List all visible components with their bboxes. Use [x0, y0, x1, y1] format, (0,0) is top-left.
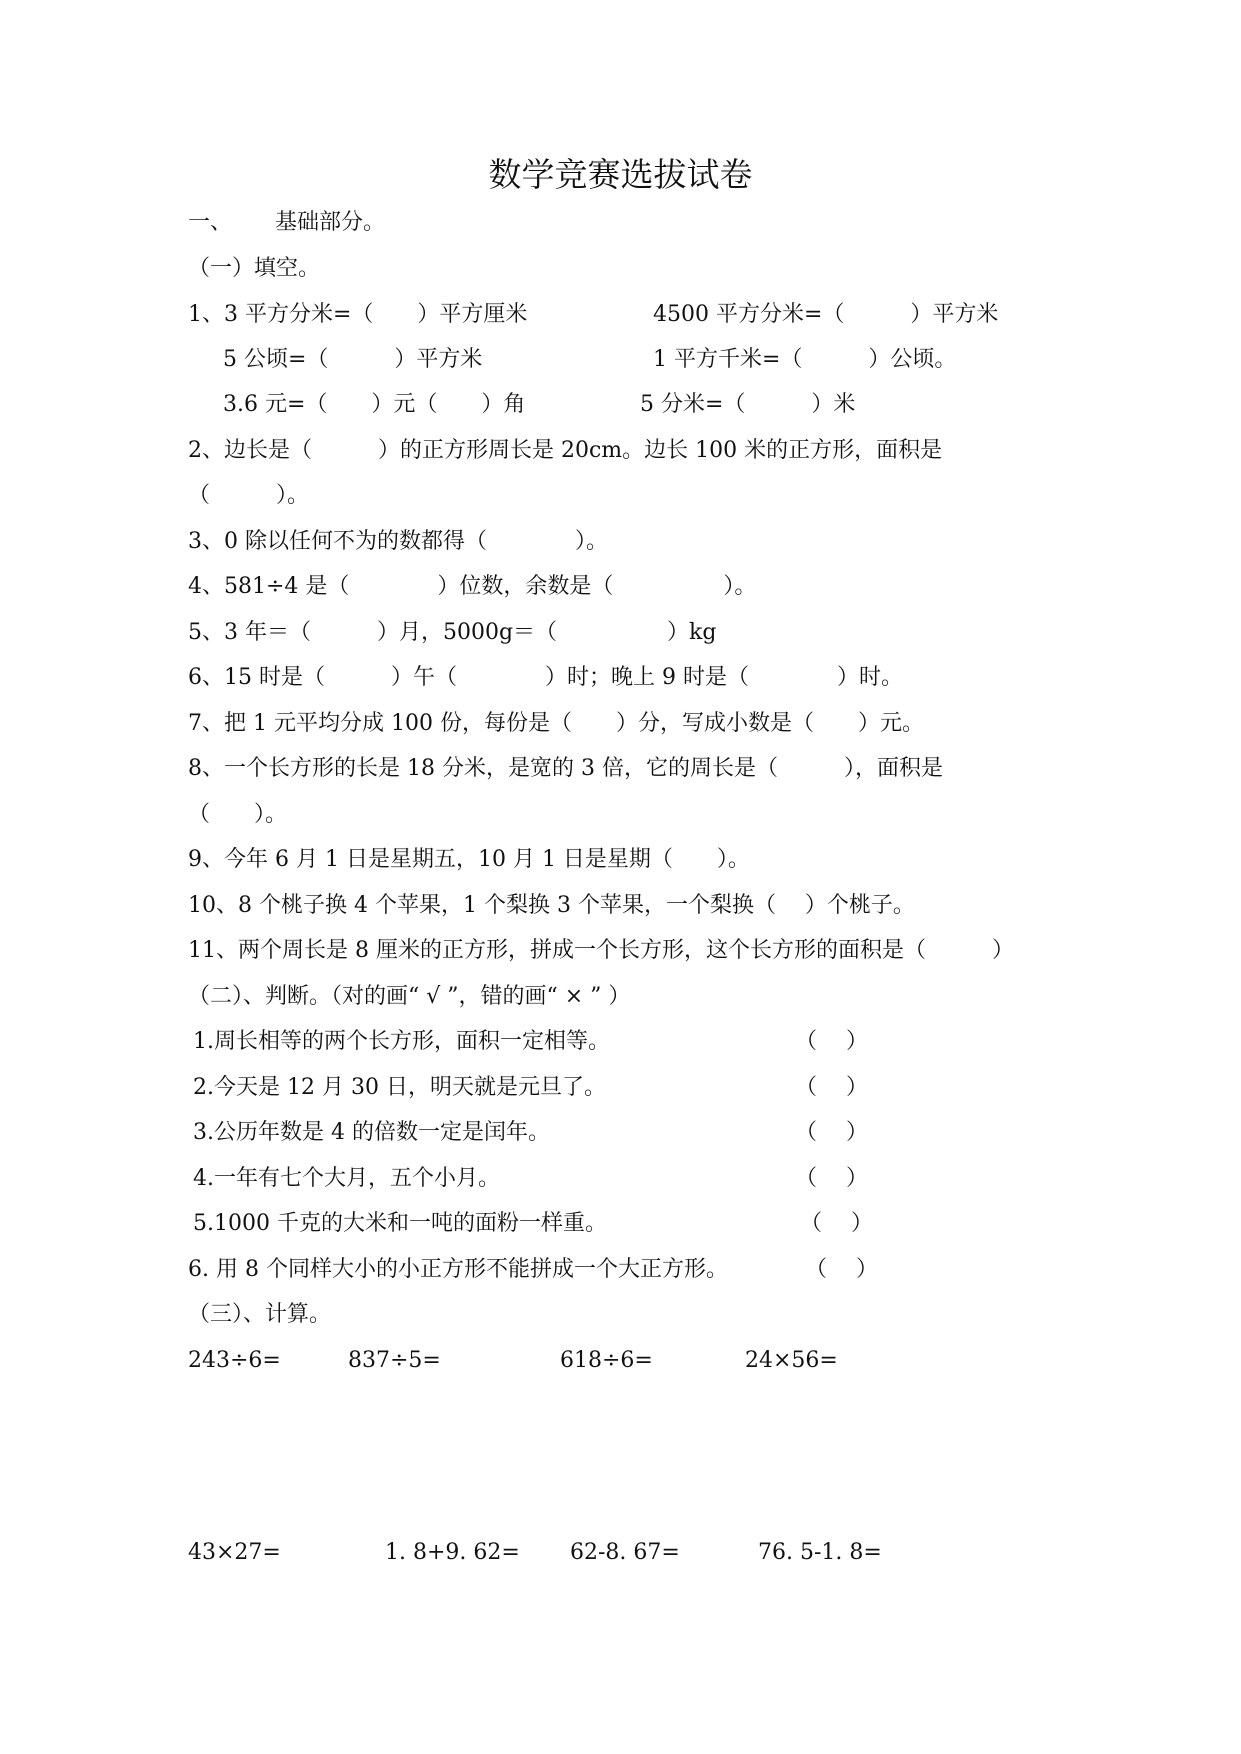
calc-problem: 837÷5=	[348, 1348, 441, 1373]
question-4: 4、581÷4 是（ ）位数，余数是（ ）。	[188, 574, 757, 599]
judge-item-2-text: 2.今天是 12 月 30 日，明天就是元旦了。	[193, 1075, 606, 1100]
question-9: 9、今年 6 月 1 日是星期五，10 月 1 日是星期（ ）。	[188, 847, 750, 872]
part2-heading: （二）、判断。（对的画“ √ ”，错的画“ × ” ）	[188, 984, 631, 1009]
question-8-line1: 8、一个长方形的长是 18 分米，是宽的 3 倍，它的周长是（ ），面积是	[188, 756, 943, 781]
question-2-line1: 2、边长是（ ）的正方形周长是 20cm。边长 100 米的正方形，面积是	[188, 438, 943, 463]
question-1-row1-left: 1、3 平方分米=（ ）平方厘米	[188, 302, 528, 327]
question-1-row2-left: 5 公顷=（ ）平方米	[223, 347, 483, 372]
judge-item-4-text: 4.一年有七个大月，五个小月。	[193, 1166, 500, 1191]
part3-heading: （三）、计算。	[188, 1302, 332, 1327]
question-5: 5、3 年＝（ ）月，5000g＝（ ）kg	[188, 620, 717, 645]
judge-item-1-answer: （ ）	[795, 1029, 868, 1054]
question-6: 6、15 时是（ ）午（ ）时；晚上 9 时是（ ）时。	[188, 665, 903, 690]
calc-problem: 243÷6=	[188, 1348, 281, 1373]
judge-item-4-answer: （ ）	[795, 1166, 868, 1191]
question-7: 7、把 1 元平均分成 100 份，每份是（ ）分，写成小数是（ ）元。	[188, 711, 924, 736]
question-1-row2-right: 1 平方千米=（ ）公顷。	[653, 347, 957, 372]
section-label: 基础部分。	[275, 210, 386, 235]
question-3: 3、0 除以任何不为的数都得（ ）。	[188, 529, 608, 554]
question-1-row1-right: 4500 平方分米=（ ）平方米	[653, 302, 999, 327]
judge-item-3-answer: （ ）	[795, 1120, 868, 1145]
calc-problem: 1. 8+9. 62=	[385, 1540, 520, 1565]
judge-item-6-text: 6. 用 8 个同样大小的小正方形不能拼成一个大正方形。	[188, 1257, 728, 1282]
question-10: 10、8 个桃子换 4 个苹果，1 个梨换 3 个苹果，一个梨换（ ）个桃子。	[188, 893, 915, 918]
section-number: 一、	[188, 210, 233, 235]
judge-item-3-text: 3.公历年数是 4 的倍数一定是闰年。	[193, 1120, 550, 1145]
judge-item-1-text: 1.周长相等的两个长方形，面积一定相等。	[193, 1029, 610, 1054]
judge-item-5-answer: （ ）	[800, 1211, 873, 1236]
question-2-line2: （ ）。	[188, 483, 310, 508]
page-title: 数学竞赛选拔试卷	[488, 155, 753, 194]
calc-problem: 43×27=	[188, 1540, 281, 1565]
question-1-row3-right: 5 分米=（ ）米	[640, 392, 856, 417]
question-1-row3-left: 3.6 元=（ ）元（ ）角	[223, 392, 526, 417]
question-8-line2: （ ）。	[188, 802, 288, 827]
question-11: 11、两个周长是 8 厘米的正方形，拼成一个长方形，这个长方形的面积是（ ）	[188, 938, 1014, 963]
judge-item-2-answer: （ ）	[795, 1075, 868, 1100]
calc-problem: 24×56=	[745, 1348, 838, 1373]
calc-problem: 76. 5-1. 8=	[758, 1540, 882, 1565]
calc-problem: 618÷6=	[560, 1348, 653, 1373]
judge-item-5-text: 5.1000 千克的大米和一吨的面粉一样重。	[193, 1211, 607, 1236]
calc-problem: 62-8. 67=	[570, 1540, 680, 1565]
part1-heading: （一）填空。	[188, 256, 321, 281]
judge-item-6-answer: （ ）	[805, 1257, 878, 1282]
